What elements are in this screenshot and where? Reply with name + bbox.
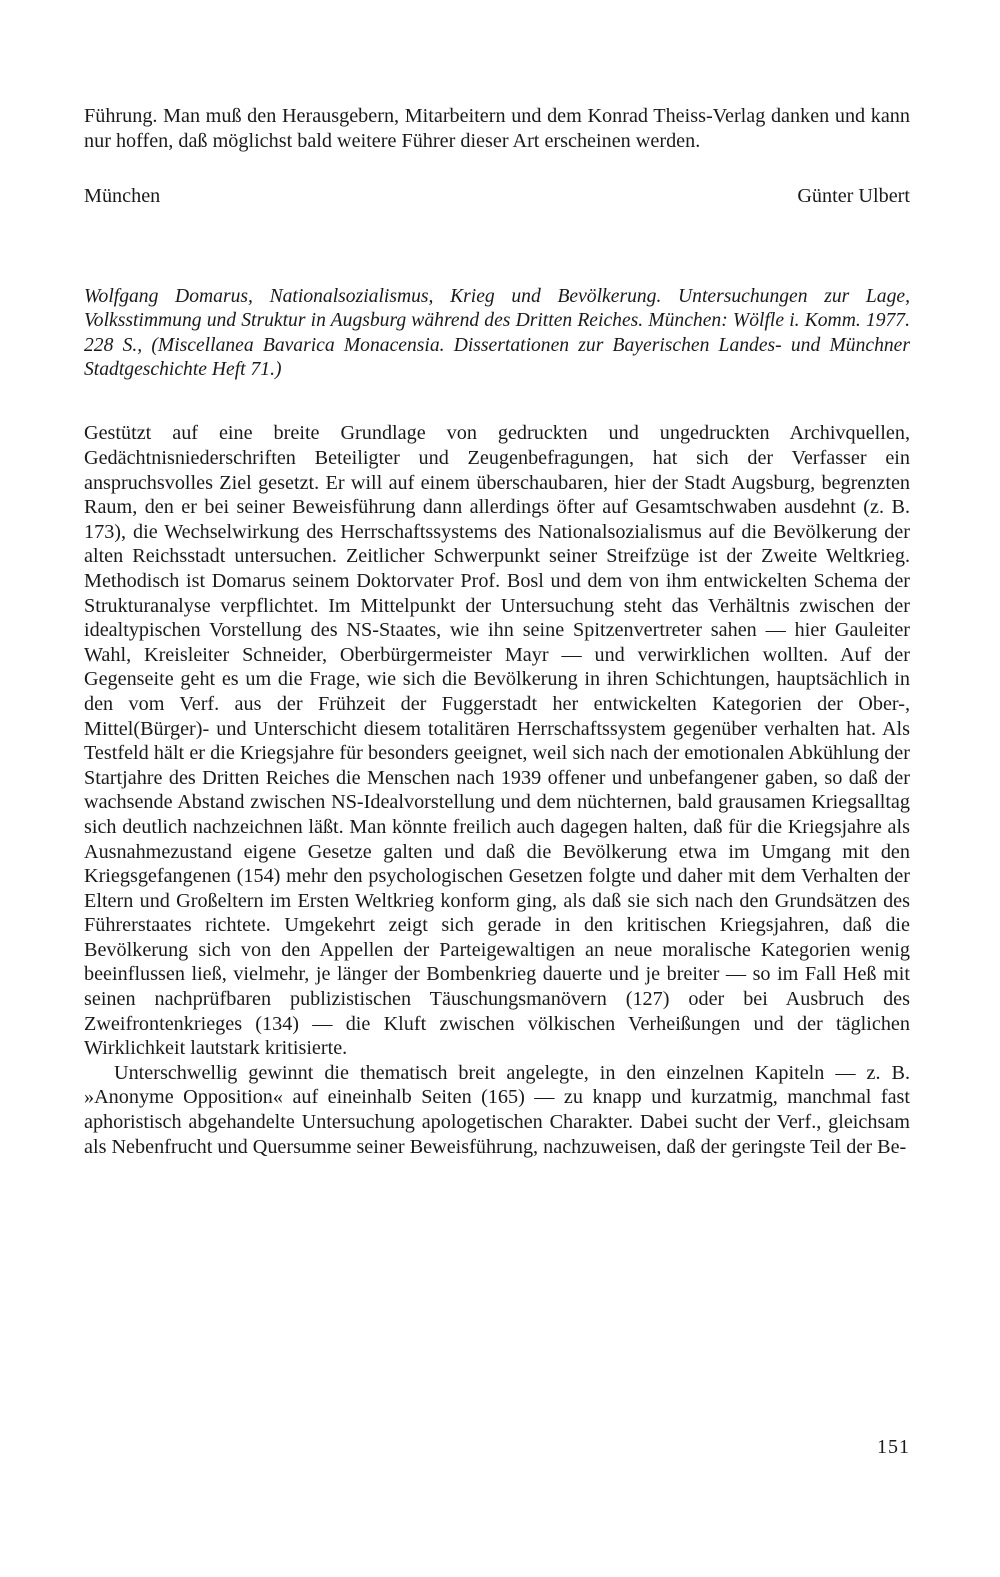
previous-review-closing-text: Führung. Man muß den Herausgebern, Mitarbeitern und dem Konrad Theiss-Verlag danken und kann nur hoffen, daß möglichst bald weitere Führer dieser Art erscheinen werden. <box>84 105 910 152</box>
review-paragraph-2: Unterschwellig gewinnt die thematisch breit angelegte, in den einzelnen Kapiteln — z. B. »Anonyme Opposition« auf eineinhalb Seiten (165) — zu knapp und kurzatmig, manchmal fast aphoristisch abgehandelte Untersuchung apologetischen Charakter. Dabei sucht der Verf., gleichsam als Nebenfrucht und Quersumme seiner Beweisführung, nachzuweisen, daß der geringste Teil der Be- <box>84 1061 910 1158</box>
page-body <box>84 104 910 1159</box>
review-bibliographic-entry: Wolfgang Domarus, Nationalsozialismus, Krieg und Bevölkerung. Untersuchungen zur Lage, Volksstimmung und Struktur in Augsburg während des Dritten Reiches. München: Wölfle i. Komm. 1977. 228 S., (Miscellanea Bavarica Monacensia. Dissertationen zur Bayerischen Landes- und Münchner Stadtgeschichte Heft 71.) <box>84 285 910 380</box>
signature-reviewer: Günter Ulbert <box>797 185 910 208</box>
review-paragraph-1: Gestützt auf eine breite Grundlage von gedruckten und ungedruckten Archivquellen, Gedächtnisniederschriften Beteiligter und Zeugenbefragungen, hat sich der Verfasser ein anspruchsvolles Ziel gesetzt. Er will auf einem überschaubaren, hier der Stadt Augsburg, begrenzten Raum, den er bei seiner Beweisführung dann allerdings öfter auf Gesamtschwaben ausdehnt (z. B. 173), die Wechselwirkung des Herrschaftssystems des Nationalsozialismus auf die Bevölkerung der alten Reichsstadt untersuchen. Zeitlicher Schwerpunkt seiner Streifzüge ist der Zweite Weltkrieg. Methodisch ist Domarus seinem Doktorvater Prof. Bosl und dem von ihm entwickelten Schema der Strukturanalyse verpflichtet. Im Mittelpunkt der Untersuchung steht das Verhältnis zwischen der idealtypischen Vorstellung des NS-Staates, wie ihn seine Spitzenvertreter sahen — hier Gauleiter Wahl, Kreisleiter Schneider, Oberbürgermeister Mayr — und verwirklichen wollten. Auf der Gegenseite geht es um die Frage, wie sich die Bevölkerung in ihren Schichtungen, hauptsächlich in den vom Verf. aus der Frühzeit der Fuggerstadt her entwickelten Kategorien der Ober-, Mittel(Bürger)- und Unterschicht diesem totalitären Herrschaftssystem gegenüber verhalten hat. Als Testfeld hält er die Kriegsjahre für besonders geeignet, weil sich nach der emotionalen Abkühlung der Startjahre des Dritten Reiches die Menschen nach 1939 offener und unbefangener gaben, so daß der wachsende Abstand zwischen NS-Idealvorstellung und dem nüchternen, bald grausamen Kriegsalltag sich deutlich nachzeichnen läßt. Man könnte freilich auch dagegen halten, daß für die Kriegsjahre als Ausnahmezustand eigene Gesetze galten und daß die Bevölkerung etwa im Umgang mit den Kriegsgefangenen (154) mehr den psychologischen Gesetzen folgte und daher mit dem Verhalten der Eltern und Großeltern im Ersten Weltkrieg konform ging, als daß sie sich nach den Grundsätzen des Führerstaates richtete. Umgekehrt zeigt sich gerade in den kritischen Kriegsjahren, daß die Bevölkerung sich von den Appellen der Parteigewaltigen an neue moralische Kategorien wenig beeinflussen ließ, vielmehr, je länger der Bombenkrieg dauerte und je breiter — so im Fall Heß mit seinen nachprüfbaren publizistischen Täuschungsmanövern (127) oder bei Ausbruch des Zweifrontenkrieges (134) — die Kluft zwischen völkischen Verheißungen und der täglichen Wirklichkeit lautstark kritisierte. <box>84 422 910 1060</box>
signature-place: München <box>84 185 161 208</box>
page-number: 151 <box>877 1436 910 1458</box>
previous-review-signature <box>84 184 910 209</box>
